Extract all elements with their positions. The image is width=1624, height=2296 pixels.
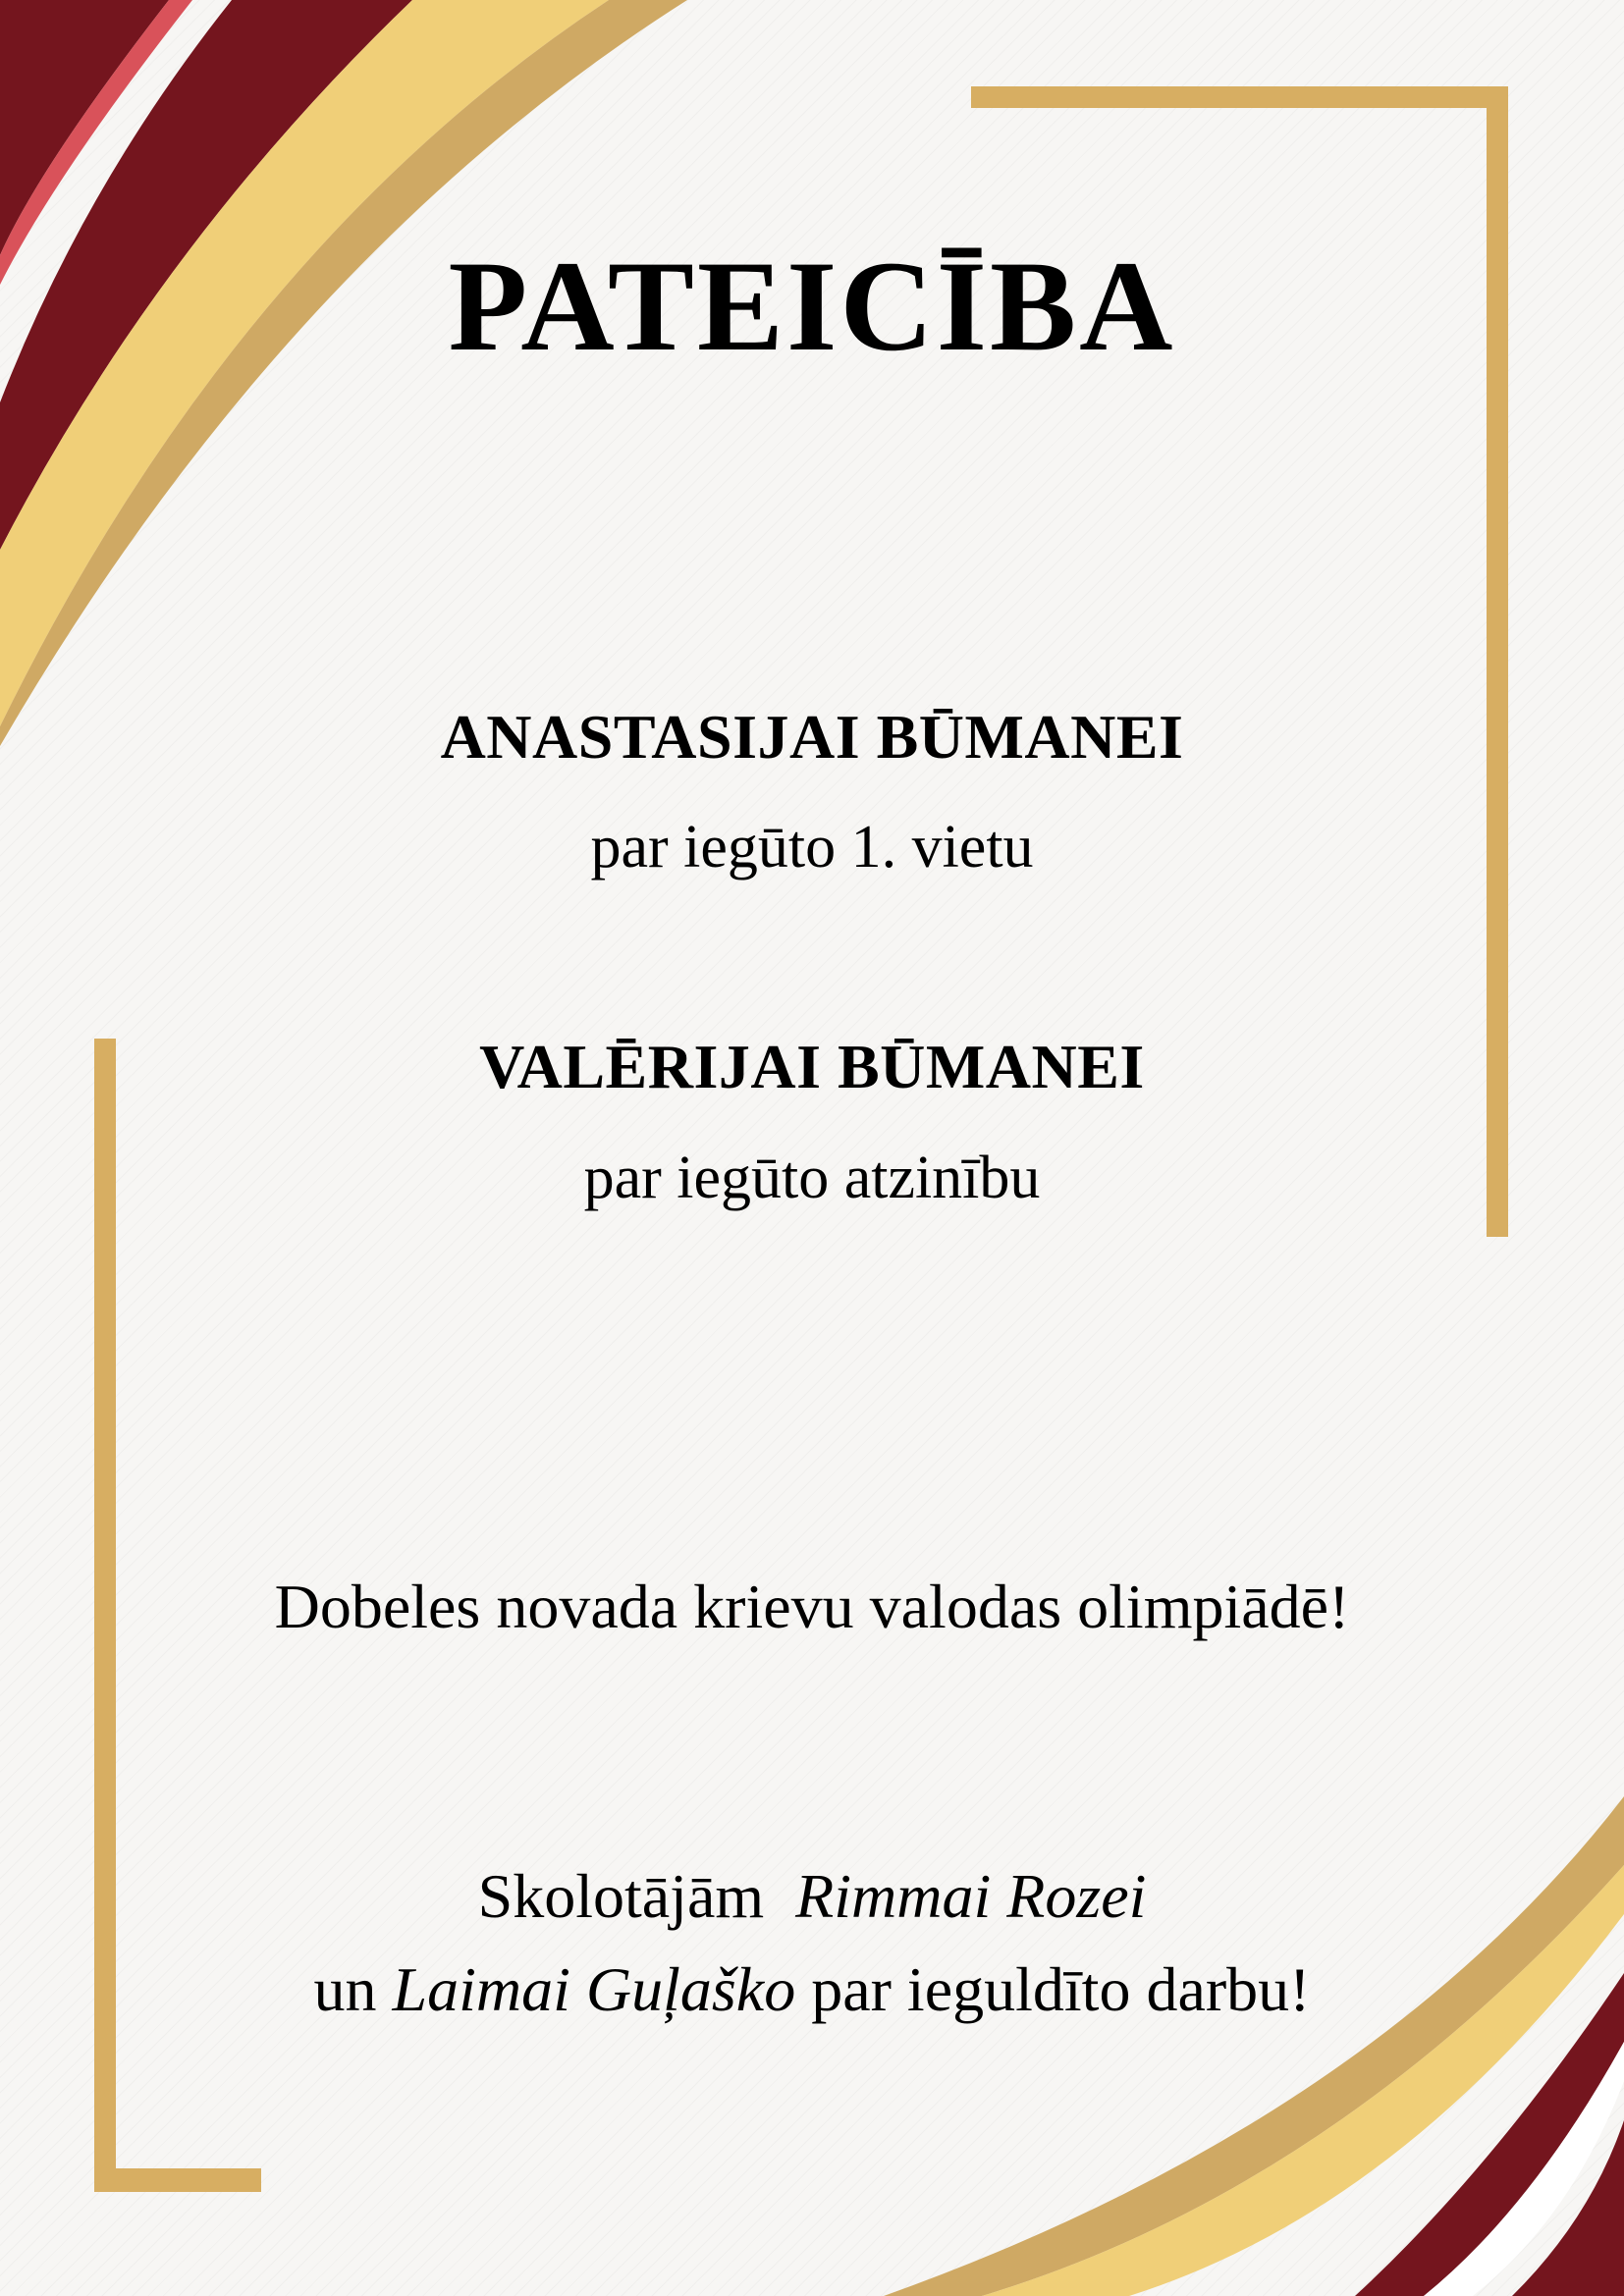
teacher-name-1: Rimmai Rozei xyxy=(795,1861,1147,1931)
awardee-name-1: ANASTASIJAI BŪMANEI xyxy=(440,702,1184,772)
certificate-title: PATEICĪBA xyxy=(448,234,1176,378)
award-reason-1: par iegūto 1. vietu xyxy=(590,814,1034,881)
teachers-joiner: un xyxy=(313,1954,377,2024)
top-right-frame-horizontal xyxy=(971,86,1508,108)
teachers-line-2 xyxy=(0,1953,1624,2026)
bottom-left-frame-horizontal xyxy=(94,2168,261,2192)
teachers-line-1 xyxy=(0,1860,1624,1933)
teachers-prefix: Skolotājām xyxy=(477,1861,765,1931)
award-reason-2: par iegūto atzinību xyxy=(583,1145,1041,1211)
event-line: Dobeles novada krievu valodas olimpiādē! xyxy=(274,1572,1350,1641)
teacher-name-2: Laimai Guļaško xyxy=(392,1954,796,2024)
teachers-suffix: par ieguldīto darbu! xyxy=(811,1954,1311,2024)
awardee-name-2: VALĒRIJAI BŪMANEI xyxy=(479,1032,1145,1101)
